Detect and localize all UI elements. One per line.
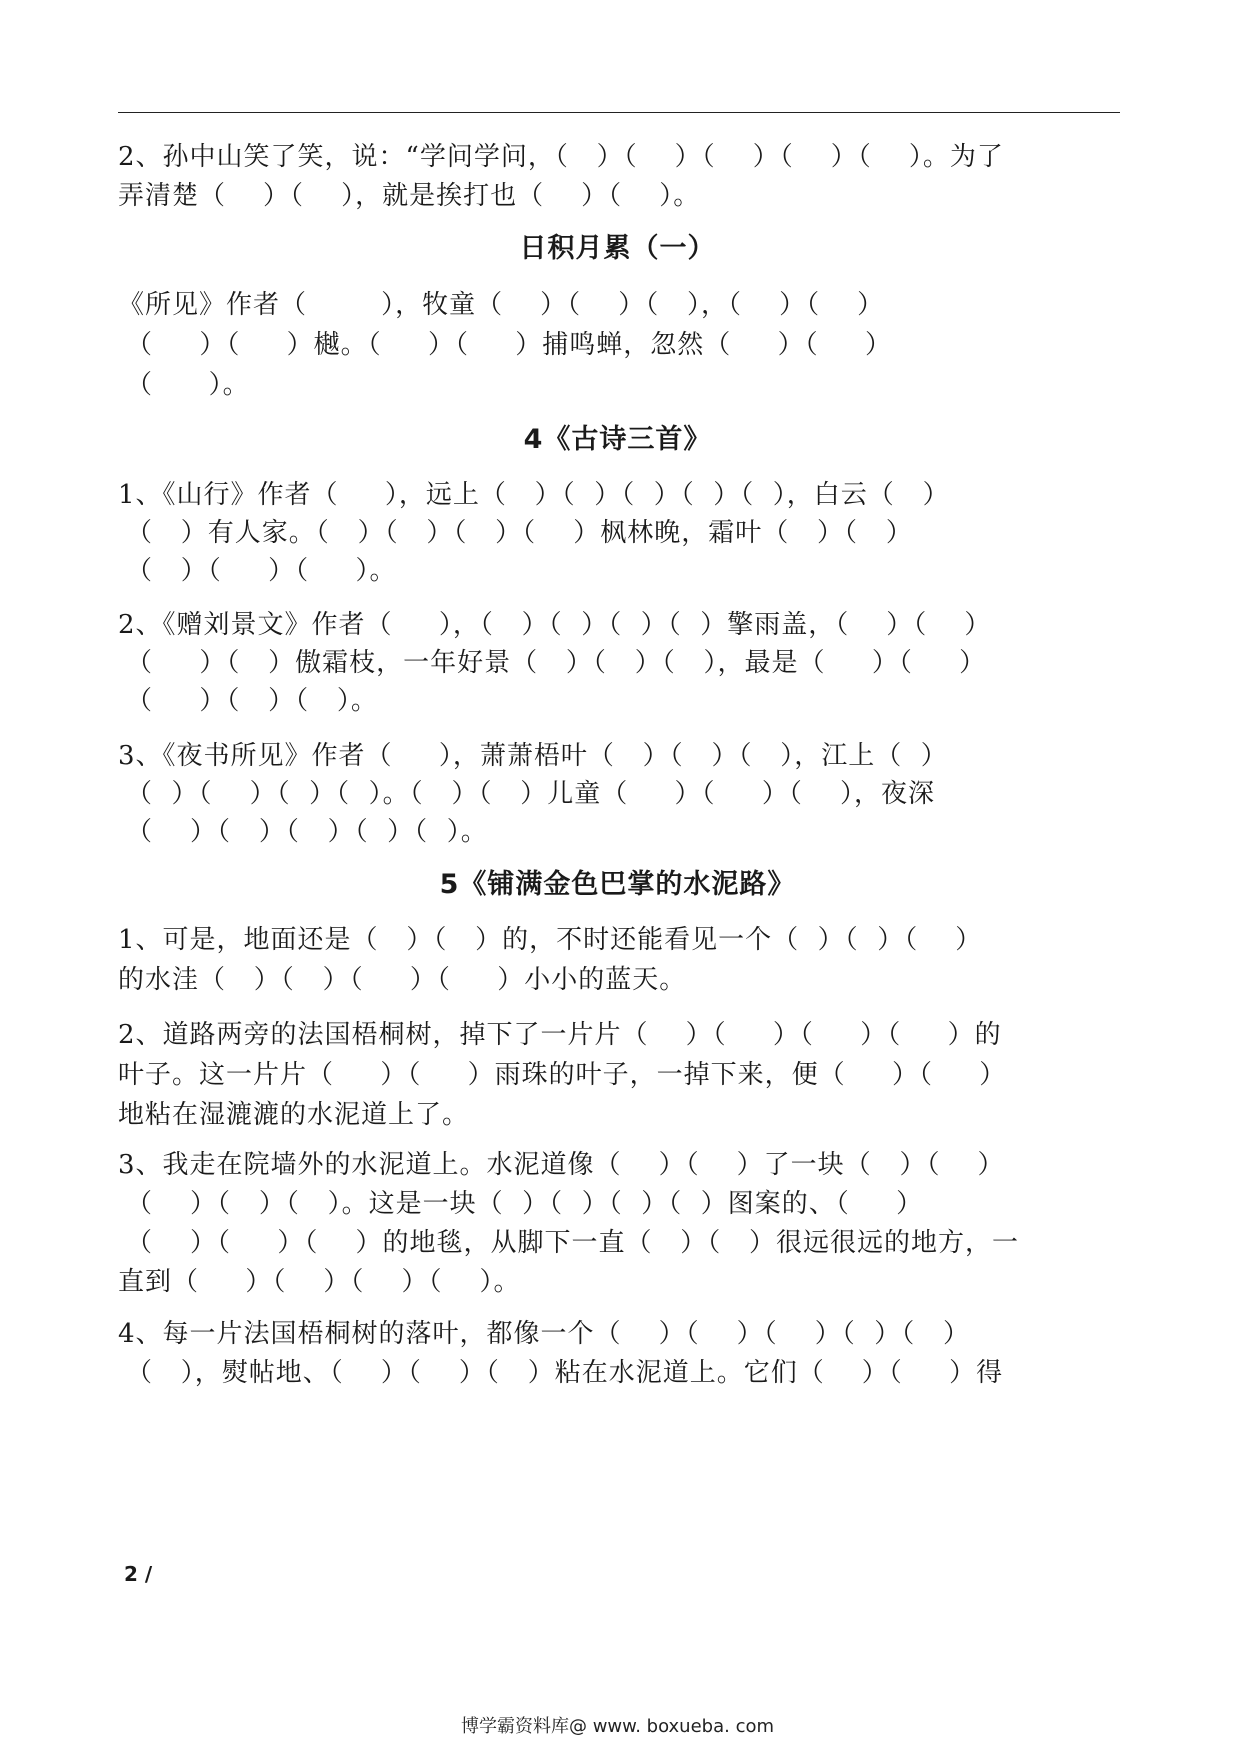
- shuinilu-3-line-4: 直到（ ）（ ）（ ）（ ）。: [118, 1267, 521, 1297]
- shuinilu-3-line-3: （ ）（ ）（ ）的地毯，从脚下一直（ ）（ ）很远很远的地方，一: [126, 1228, 1020, 1258]
- gushi-3-line-3: （ ）（ ）（ ）（ ）（ ）。: [126, 817, 488, 847]
- rijiyuelei-line-1: 《所见》作者（ ），牧童（ ）（ ）（ ），（ ）（ ）: [118, 290, 885, 320]
- gushi-3-line-2: （ ）（ ）（ ）（ ）。（ ）（ ）儿童（ ）（ ）（ ），夜深: [126, 779, 935, 809]
- rijiyuelei-line-3: （ ）。: [126, 370, 250, 400]
- gushi-1-line-1: 1、《山行》作者（ ），远上（ ）（ ）（ ）（ ）（ ），白云（ ）: [118, 480, 950, 510]
- gushi-3-line-1: 3、《夜书所见》作者（ ），萧萧梧叶（ ）（ ）（ ），江上（ ）: [118, 741, 948, 771]
- shuinilu-4-line-2: （ ），熨帖地、（ ）（ ）（ ）粘在水泥道上。它们（ ）（ ）得: [126, 1358, 1004, 1388]
- shuinilu-1-line-2: 的水洼（ ）（ ）（ ）（ ）小小的蓝天。: [118, 965, 687, 995]
- gushi-1-line-3: （ ）（ ）（ ）。: [126, 556, 397, 586]
- rijiyuelei-line-2: （ ）（ ）樾。（ ）（ ）捕鸣蝉，忽然（ ）（ ）: [126, 330, 892, 360]
- shuinilu-1-line-1: 1、可是，地面还是（ ）（ ）的，不时还能看见一个（ ）（ ）（ ）: [118, 925, 983, 955]
- section-title-gushi: 4《古诗三首》: [523, 424, 712, 455]
- section-title-shuinilu: 5《铺满金色巴掌的水泥路》: [439, 869, 796, 900]
- page-number: 2 /: [124, 1562, 153, 1586]
- intro-line-1: 2、孙中山笑了笑，说：“学问学问，（ ）（ ）（ ）（ ）（ ）。为了: [118, 142, 1004, 172]
- shuinilu-2-line-2: 叶子。这一片片（ ）（ ）雨珠的叶子，一掉下来，便（ ）（ ）: [118, 1060, 1007, 1090]
- footer-watermark: 博学霸资料库@ www. boxueba. com: [460, 1716, 775, 1737]
- gushi-2-line-2: （ ）（ ）傲霜枝，一年好景（ ）（ ）（ ），最是（ ）（ ）: [126, 648, 987, 678]
- gushi-2-line-3: （ ）（ ）（ ）。: [126, 686, 378, 716]
- section-title-rijiyuelei: 日积月累（一）: [519, 233, 716, 264]
- gushi-2-line-1: 2、《赠刘景文》作者（ ），（ ）（ ）（ ）（ ）擎雨盖，（ ）（ ）: [118, 610, 992, 640]
- shuinilu-3-line-1: 3、我走在院墙外的水泥道上。水泥道像（ ）（ ）了一块（ ）（ ）: [118, 1150, 1005, 1180]
- intro-line-2: 弄清楚（ ）（ ），就是挨打也（ ）（ ）。: [118, 181, 701, 211]
- shuinilu-2-line-3: 地粘在湿漉漉的水泥道上了。: [118, 1100, 470, 1130]
- gushi-1-line-2: （ ）有人家。（ ）（ ）（ ）（ ）枫林晚，霜叶（ ）（ ）: [126, 518, 913, 548]
- shuinilu-3-line-2: （ ）（ ）（ ）。这是一块（ ）（ ）（ ）（ ）图案的、（ ）: [126, 1189, 924, 1219]
- shuinilu-2-line-1: 2、道路两旁的法国梧桐树，掉下了一片片（ ）（ ）（ ）（ ）的: [118, 1020, 1002, 1050]
- shuinilu-4-line-1: 4、每一片法国梧桐树的落叶，都像一个（ ）（ ）（ ）（ ）（ ）: [118, 1319, 971, 1349]
